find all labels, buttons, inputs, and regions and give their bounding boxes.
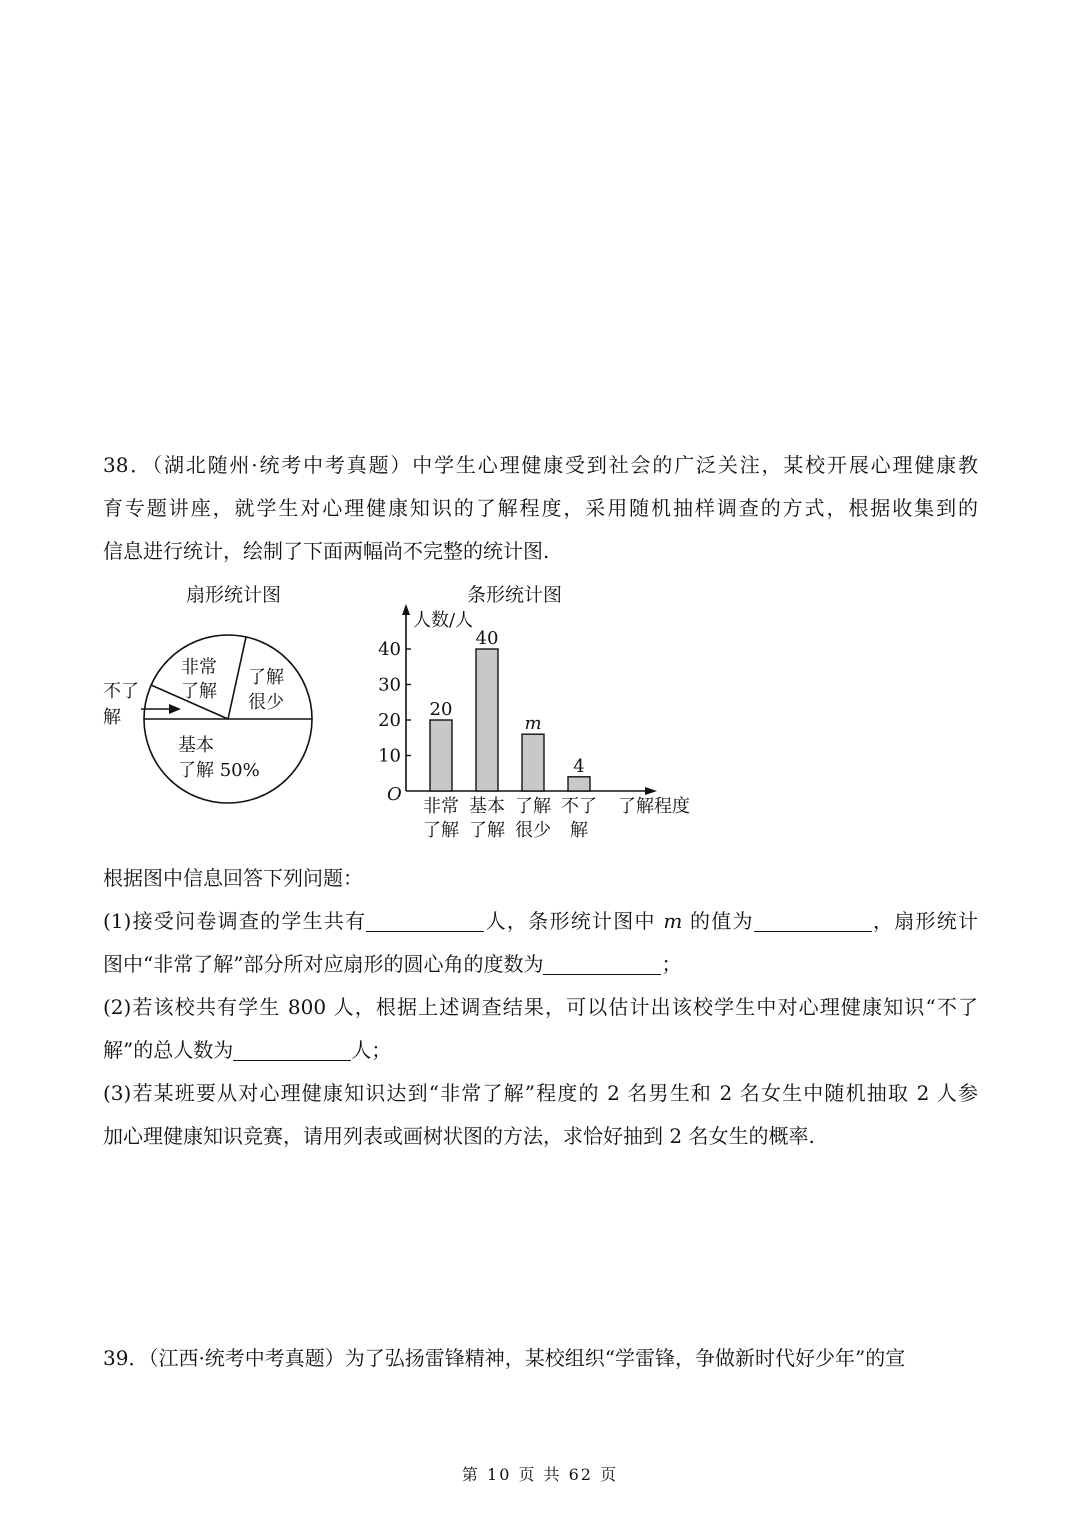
x-category-label-3-line2: 很少: [515, 820, 551, 841]
x-category-label-1-line1: 非常: [423, 796, 459, 817]
pie-pointer-arrow-icon: [169, 704, 181, 714]
q38-part3-line1: (3)若某班要从对心理健康知识达到“非常了解”程度的 2 名男生和 2 名女生中随机抽取 2 人参: [103, 1081, 978, 1105]
q38-prompt: 根据图中信息回答下列问题：: [103, 866, 363, 890]
bar-data-label-2: 40: [475, 628, 499, 649]
bar-4: [568, 777, 590, 791]
pie-label-not-understand-2: 解: [103, 707, 121, 728]
question-39-stem: [103, 1337, 978, 1380]
pie-label-not-understand-1: 不了: [103, 681, 139, 702]
y-tick-label-20: 20: [378, 710, 401, 731]
x-category-label-1-line2: 了解: [423, 820, 459, 841]
pie-label-little-2: 很少: [248, 692, 284, 713]
q39-line-1: 39．（江西·统考中考真题）为了弘扬雷锋精神，某校组织“学雷锋，争做新时代好少年”的宣: [103, 1346, 906, 1370]
x-category-label-2-line1: 基本: [469, 796, 505, 817]
bar-3: [522, 734, 544, 791]
y-tick-label-40: 40: [378, 639, 401, 660]
bar-chart: [378, 600, 708, 845]
pie-divider-upper: [228, 637, 246, 719]
x-category-label-4-line2: 解: [570, 820, 588, 841]
bar-y-axis-arrow-icon: [402, 604, 410, 615]
q38-part1-line1: (1)接受问卷调查的学生共有 人，条形统计图中 m 的值为 ，扇形统计: [103, 909, 979, 933]
x-category-label-2-line2: 了解: [469, 820, 505, 841]
bar-2: [476, 649, 498, 791]
q38-line-3: 信息进行统计，绘制了下面两幅尚不完整的统计图.: [103, 539, 550, 563]
bar-1: [430, 720, 452, 791]
x-category-label-4-line1: 不了: [561, 796, 597, 817]
question-38-parts: [103, 857, 978, 1158]
q38-line-1: 38．（湖北随州·统考中考真题）中学生心理健康受到社会的广泛关注，某校开展心理健康教: [103, 453, 978, 477]
answer-blank-m[interactable]: [754, 909, 872, 932]
pie-chart: [95, 625, 325, 815]
bar-y-axis-label: 人数/人: [413, 610, 474, 631]
q38-part3-line2: 加心理健康知识竞赛，请用列表或画树状图的方法，求恰好抽到 2 名女生的概率.: [103, 1124, 815, 1148]
pie-label-basic-2: 了解 50%: [178, 760, 260, 781]
bar-data-label-4: 4: [573, 755, 585, 777]
q38-part2-line2: 解”的总人数为 人；: [103, 1038, 392, 1062]
q38-part1-line2: 图中“非常了解”部分所对应扇形的圆心角的度数为 ；: [103, 952, 682, 976]
y-tick-label-10: 10: [378, 745, 401, 767]
pie-chart-title: 扇形统计图: [186, 584, 282, 606]
answer-blank-angle[interactable]: [543, 952, 661, 975]
pie-label-little-1: 了解: [248, 667, 284, 688]
question-38-stem: [103, 444, 978, 573]
answer-blank-total[interactable]: [366, 909, 484, 932]
bar-data-label-3: m: [524, 713, 542, 735]
pie-label-basic-1: 基本: [178, 735, 214, 756]
bar-chart-title: 条形统计图: [467, 584, 563, 606]
bar-x-axis-label: 了解程度: [618, 796, 690, 817]
bar-origin-label: O: [387, 784, 402, 805]
q38-part2-line1: (2)若该校共有学生 800 人，根据上述调查结果，可以估计出该校学生中对心理健康知识“不了: [103, 995, 978, 1019]
page-footer: 第 10 页 共 62 页: [461, 1465, 619, 1484]
q38-line-2: 育专题讲座，就学生对心理健康知识的了解程度，采用随机抽样调查的方式，根据收集到的: [103, 496, 978, 520]
bar-x-axis-arrow-icon: [645, 787, 657, 795]
y-tick-label-30: 30: [378, 674, 401, 696]
x-category-label-3-line1: 了解: [515, 796, 551, 817]
bar-data-label-1: 20: [429, 699, 453, 720]
answer-blank-estimate[interactable]: [233, 1038, 351, 1061]
pie-label-very-understand-2: 了解: [181, 681, 217, 702]
pie-label-very-understand-1: 非常: [181, 657, 217, 678]
